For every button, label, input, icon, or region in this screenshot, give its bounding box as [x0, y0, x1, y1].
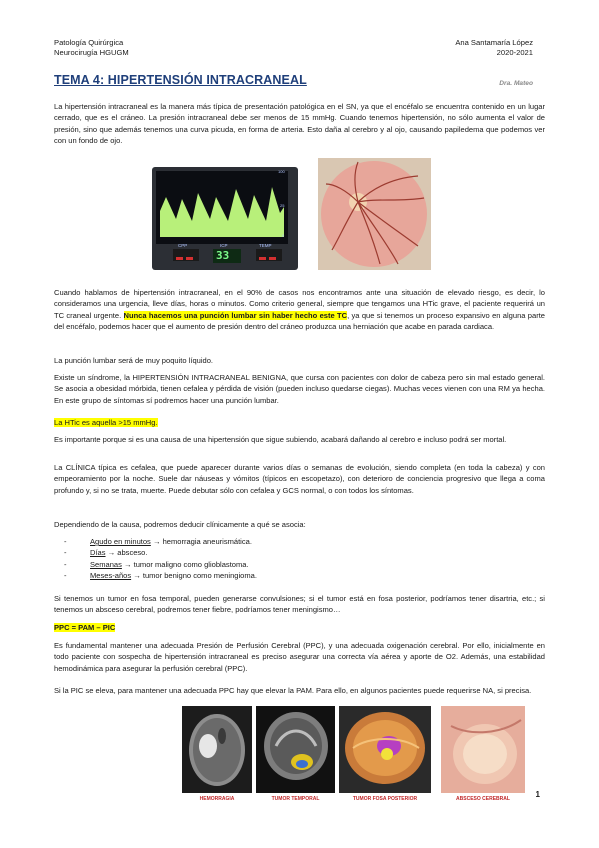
- importance-paragraph: Es importante porque si es una causa de una hipertensión que sigue subiendo, acabará dañando al cerebro e incluso podrá ser mortal.: [54, 435, 507, 444]
- caption-brain-abscess: ABSCESO CEREBRAL: [456, 796, 510, 802]
- papilledema-fundus-image: [318, 158, 431, 270]
- list-item: - Días → absceso.: [64, 548, 148, 558]
- caption-hemorrhage: HEMORRAGIA: [199, 796, 235, 802]
- icp-value: 33: [216, 249, 230, 262]
- academic-year: 2020-2021: [496, 48, 533, 57]
- clinical-paragraph: La CLÍNICA típica es cefalea, que puede aparecer durante varios días o semanas de evolución, siendo completa (en toda la cabeza) y con empeoramiento por la noche. Suele dar náuseas y vómitos (típicos en escopetazo), con deterioro de conciencia progresivo que llega a coma profundo y, si no se trata, muerte. Puede debutar sólo con cefalea y GCS normal, o con todos los síntomas.: [54, 463, 545, 495]
- urgency-text: Cuando hablamos de hipertensión intracraneal, en el 90% de casos nos encontramos ante una situación de elevado riesgo, es decir, lo consideramos una urgencia, lleve días, horas o minutos. Como criterio general, siempre que tengamos una HTic grave, el paciente requerirá un TC craneal urgente.: [54, 288, 545, 320]
- intro-paragraph: La hipertensión intracraneal es la manera más típica de presentación patológica en el SN, ya que el encéfalo se encuentra contenido en un lugar cerrado, que es el cráneo. La presión intracraneal debe ser menos de 15 mmHg. Cuando tenemos hipertensión, no sólo aumenta el valor de presión, sino que además tenemos una curva picuda, en forma de arteria. Esto daña al cerebro y al ojo, causando papiledema que podemos ver con un fondo de ojo.: [54, 102, 545, 146]
- page-number: 1: [535, 790, 540, 799]
- fundus-graphic: [318, 158, 431, 270]
- brain-abscess-image: [441, 706, 525, 793]
- temporal-tumor-mri-image: [256, 706, 335, 793]
- icp-monitor-image: [152, 167, 298, 270]
- student-name: Ana Santamaría López: [455, 38, 533, 47]
- urgency-text-rest: , ya que si tenemos un proceso expansivo en alguna parte del encéfalo, podemos hacer que el aumento de presión dentro del cráneo produzca una herniación que acabe en parada cardiaca.: [54, 310, 545, 332]
- hic-threshold: La HTic es aquella >15 mmHg.: [54, 418, 158, 427]
- cause-intro: Dependiendo de la causa, podremos deducir clínicamente a qué se asocia:: [54, 520, 306, 529]
- lumbar-puncture-warning: Nunca hacemos una punción lumbar sin haber hecho este TC: [123, 310, 348, 320]
- cpp-label: CPP: [178, 243, 188, 248]
- temp-label: TEMP: [259, 243, 272, 248]
- pic-elevation-paragraph: Si la PIC se eleva, para mantener una adecuada PPC hay que elevar la PAM. Para ello, en algunos pacientes puede requerirse NA, si precisa.: [54, 686, 532, 695]
- header-right: [455, 38, 533, 58]
- tumor-location-paragraph: Si tenemos un tumor en fosa temporal, pueden generarse convulsiones; si el tumor está en fosa posterior, podríamos tener disartria, etc.; si tenemos un absceso cerebral, podremos tener fiebre, podríamos tener meningismo…: [54, 594, 545, 615]
- list-item: - Meses-años → tumor benigno como meningioma.: [64, 571, 257, 581]
- cause-list: [64, 536, 257, 582]
- header-left: [54, 38, 129, 58]
- caption-posterior-fossa-tumor: TUMOR FOSA POSTERIOR: [352, 796, 418, 802]
- list-item: - Agudo en minutos → hemorragia aneurismática.: [64, 537, 252, 546]
- perfusion-paragraph: Es fundamental mantener una adecuada Presión de Perfusión Cerebral (PPC), y una adecuada oxigenación cerebral. Por ello, inicialmente en todo paciente con sospecha de hipertensión intracraneal es preciso asegurar una correcta vía aérea y aporte de O2. Además, una estabilidad hemodinámica para asegurar la perfusión cerebral (PPC).: [54, 641, 545, 673]
- hic-definition: [54, 417, 545, 428]
- hemorrhage-ct-image: [182, 706, 252, 793]
- list-item: - Semanas → tumor maligno como glioblastoma.: [64, 559, 249, 569]
- page-title: TEMA 4: HIPERTENSIÓN INTRACRANEAL: [54, 73, 307, 87]
- ppc-formula-text: PPC = PAM – PIC: [54, 623, 116, 632]
- posterior-fossa-tumor-image: [339, 706, 431, 793]
- lumbar-puncture-paragraph: La punción lumbar será de muy poquito líquido.: [54, 356, 214, 365]
- scale-low-label: 0: [282, 233, 285, 238]
- course-name: Patología Quirúrgica: [54, 38, 124, 47]
- scale-mid-label: 25: [280, 203, 285, 208]
- ppc-formula: [54, 622, 545, 633]
- author: Dra. Mateo: [499, 80, 533, 87]
- benign-hic-paragraph: Existe un síndrome, la HIPERTENSIÓN INTRACRANEAL BENIGNA, que cursa con pacientes con dolor de cabeza pero sin mal estado general. Se asocia a obesidad mórbida, tienen cefalea y pérdida de visión (pueden incluso quedarse ciegas). Muchas veces vienen con una RM ya hecha. En este grupo de síntomas sí podremos hacer una punción lumbar.: [54, 373, 545, 405]
- scale-top-label: 100: [278, 169, 285, 174]
- icp-label: ICP: [220, 243, 228, 248]
- caption-temporal-tumor: TUMOR TEMPORAL: [271, 796, 320, 802]
- department-name: Neurocirugía HGUGM: [54, 48, 129, 57]
- urgency-paragraph: [54, 287, 545, 333]
